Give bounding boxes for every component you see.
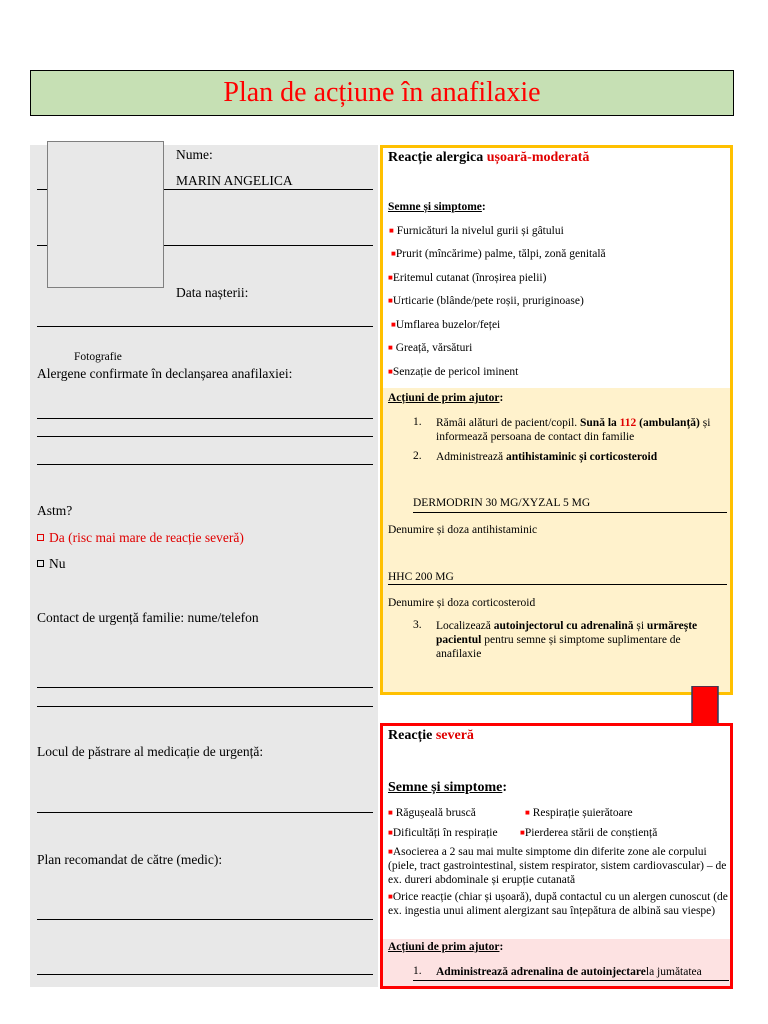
severe-symptom: ■Dificultăți în respirație: [388, 827, 498, 839]
asthma-label: Astm?: [37, 503, 73, 518]
name-value[interactable]: MARIN ANGELICA: [176, 173, 293, 188]
severe-step-1: Administrează adrenalina de autoinjectarela jumătatea: [436, 966, 702, 978]
mild-step-2: Administrează antihistaminic și corticosteroid: [436, 451, 658, 463]
mild-step-1: Rămâi alături de pacient/copil. Sună la 112 (ambulanță) și informează persoana de contact din familie: [436, 417, 711, 443]
symptom-item: ■Eritemul cutanat (înroșirea pielii): [388, 272, 547, 284]
line: [164, 189, 373, 190]
symptom-item: ■ Greață, vărsături: [388, 342, 473, 354]
contact-line: [37, 687, 373, 688]
corticosteroid-value[interactable]: HHC 200 MG: [388, 571, 454, 583]
checkbox-icon[interactable]: [37, 534, 44, 541]
symptom-item: ■Umflarea buzelor/feței: [391, 319, 501, 331]
severe-symptom: ■ Respirație șuierătoare: [525, 807, 633, 819]
page-title: Plan de acțiune în anafilaxie: [30, 70, 734, 116]
square-bullet-icon: ■: [388, 892, 393, 901]
mild-reaction-box: [380, 145, 733, 695]
square-bullet-icon: ■: [388, 847, 393, 856]
square-bullet-icon: ■: [388, 808, 393, 817]
severe-symptom: ■Pierderea stării de conștiență: [520, 827, 658, 839]
square-bullet-icon: ■: [388, 343, 393, 352]
symptom-item: ■Urticarie (blânde/pete roșii, pruriginoase): [388, 295, 584, 307]
asthma-no-label: Nu: [49, 556, 66, 571]
asthma-yes-option[interactable]: [37, 530, 244, 546]
allergens-line: [37, 464, 373, 465]
line: [37, 189, 47, 190]
square-bullet-icon: ■: [388, 367, 393, 376]
square-bullet-icon: ■: [520, 828, 525, 837]
allergens-label: Alergene confirmate în declanșarea anafilaxiei:: [37, 366, 293, 381]
severe-title: Reacție severă: [388, 728, 474, 743]
severe-signs-heading: Semne și simptome:: [388, 780, 507, 795]
square-bullet-icon: ■: [389, 226, 394, 235]
square-bullet-icon: ■: [525, 808, 530, 817]
storage-label: Locul de păstrare al medicație de urgență:: [37, 744, 264, 759]
severe-actions-section: [383, 939, 730, 986]
mild-signs-heading: Semne și simptome:: [388, 201, 486, 213]
corticosteroid-line: [388, 584, 727, 585]
severe-symptom: ■ Răgușeală bruscă: [388, 807, 476, 819]
square-bullet-icon: ■: [388, 828, 393, 837]
step-number: 1.: [413, 416, 422, 428]
symptom-item: ■ Furnicături la nivelul gurii și gâtului: [389, 225, 564, 237]
photo-placeholder: [47, 141, 164, 288]
square-bullet-icon: ■: [391, 249, 396, 258]
name-label: Nume:: [176, 147, 213, 162]
line: [37, 245, 47, 246]
corticosteroid-label: Denumire și doza corticosteroid: [388, 597, 536, 609]
step-number: 2.: [413, 450, 422, 462]
plan-line: [37, 974, 373, 975]
step-number: 3.: [413, 619, 422, 631]
line: [413, 980, 729, 981]
dob-label: Data nașterii:: [176, 285, 249, 300]
storage-line: [37, 812, 373, 813]
checkbox-icon[interactable]: [37, 560, 44, 567]
square-bullet-icon: ■: [388, 296, 393, 305]
antihistamine-line: [413, 512, 727, 513]
severe-actions-heading: Acțiuni de prim ajutor:: [388, 941, 504, 953]
plan-line: [37, 919, 373, 920]
mild-actions-heading: Acțiuni de prim ajutor:: [388, 392, 504, 404]
antihistamine-label: Denumire și doza antihistaminic: [388, 524, 538, 536]
step-number: 1.: [413, 965, 422, 977]
mild-title: Reacție alergica ușoară-moderată: [388, 150, 590, 165]
square-bullet-icon: ■: [388, 273, 393, 282]
mild-step-3: Localizează autoinjectorul cu adrenalină și urmărește pacientul pentru semne și simptome suplimentare de anafilaxie: [436, 620, 698, 660]
contact-line: [37, 706, 373, 707]
mild-actions-section: [383, 388, 730, 692]
allergens-line: [37, 418, 373, 419]
photo-label: Fotografie: [74, 351, 122, 363]
dob-line: [37, 326, 373, 327]
symptom-item: ■Prurit (mîncărime) palme, tălpi, zonă genitală: [391, 248, 606, 260]
plan-label: Plan recomandat de către (medic):: [37, 852, 223, 867]
severe-reaction-box: [380, 723, 733, 989]
symptom-item: ■Senzație de pericol iminent: [388, 366, 519, 378]
asthma-no-option[interactable]: [37, 556, 66, 572]
severe-symptom: ■Asocierea a 2 sau mai multe simptome din diferite zone ale corpului (piele, tract gastrointestinal, sistem respirator, sistem cardiovascular) – de ex. dureri abdominale și erupție cutanată: [388, 846, 727, 886]
square-bullet-icon: ■: [391, 320, 396, 329]
asthma-yes-label: Da (risc mai mare de reacție severă): [49, 530, 244, 545]
line: [164, 245, 373, 246]
allergens-line: [37, 436, 373, 437]
antihistamine-value[interactable]: DERMODRIN 30 MG/XYZAL 5 MG: [413, 497, 591, 509]
contact-label: Contact de urgență familie: nume/telefon: [37, 610, 259, 625]
severe-symptom: ■Orice reacție (chiar și ușoară), după contactul cu un alergen cunoscut (de ex. ingestia unui aliment alergizant sau înțepătura de albină sau viespe): [388, 891, 728, 917]
